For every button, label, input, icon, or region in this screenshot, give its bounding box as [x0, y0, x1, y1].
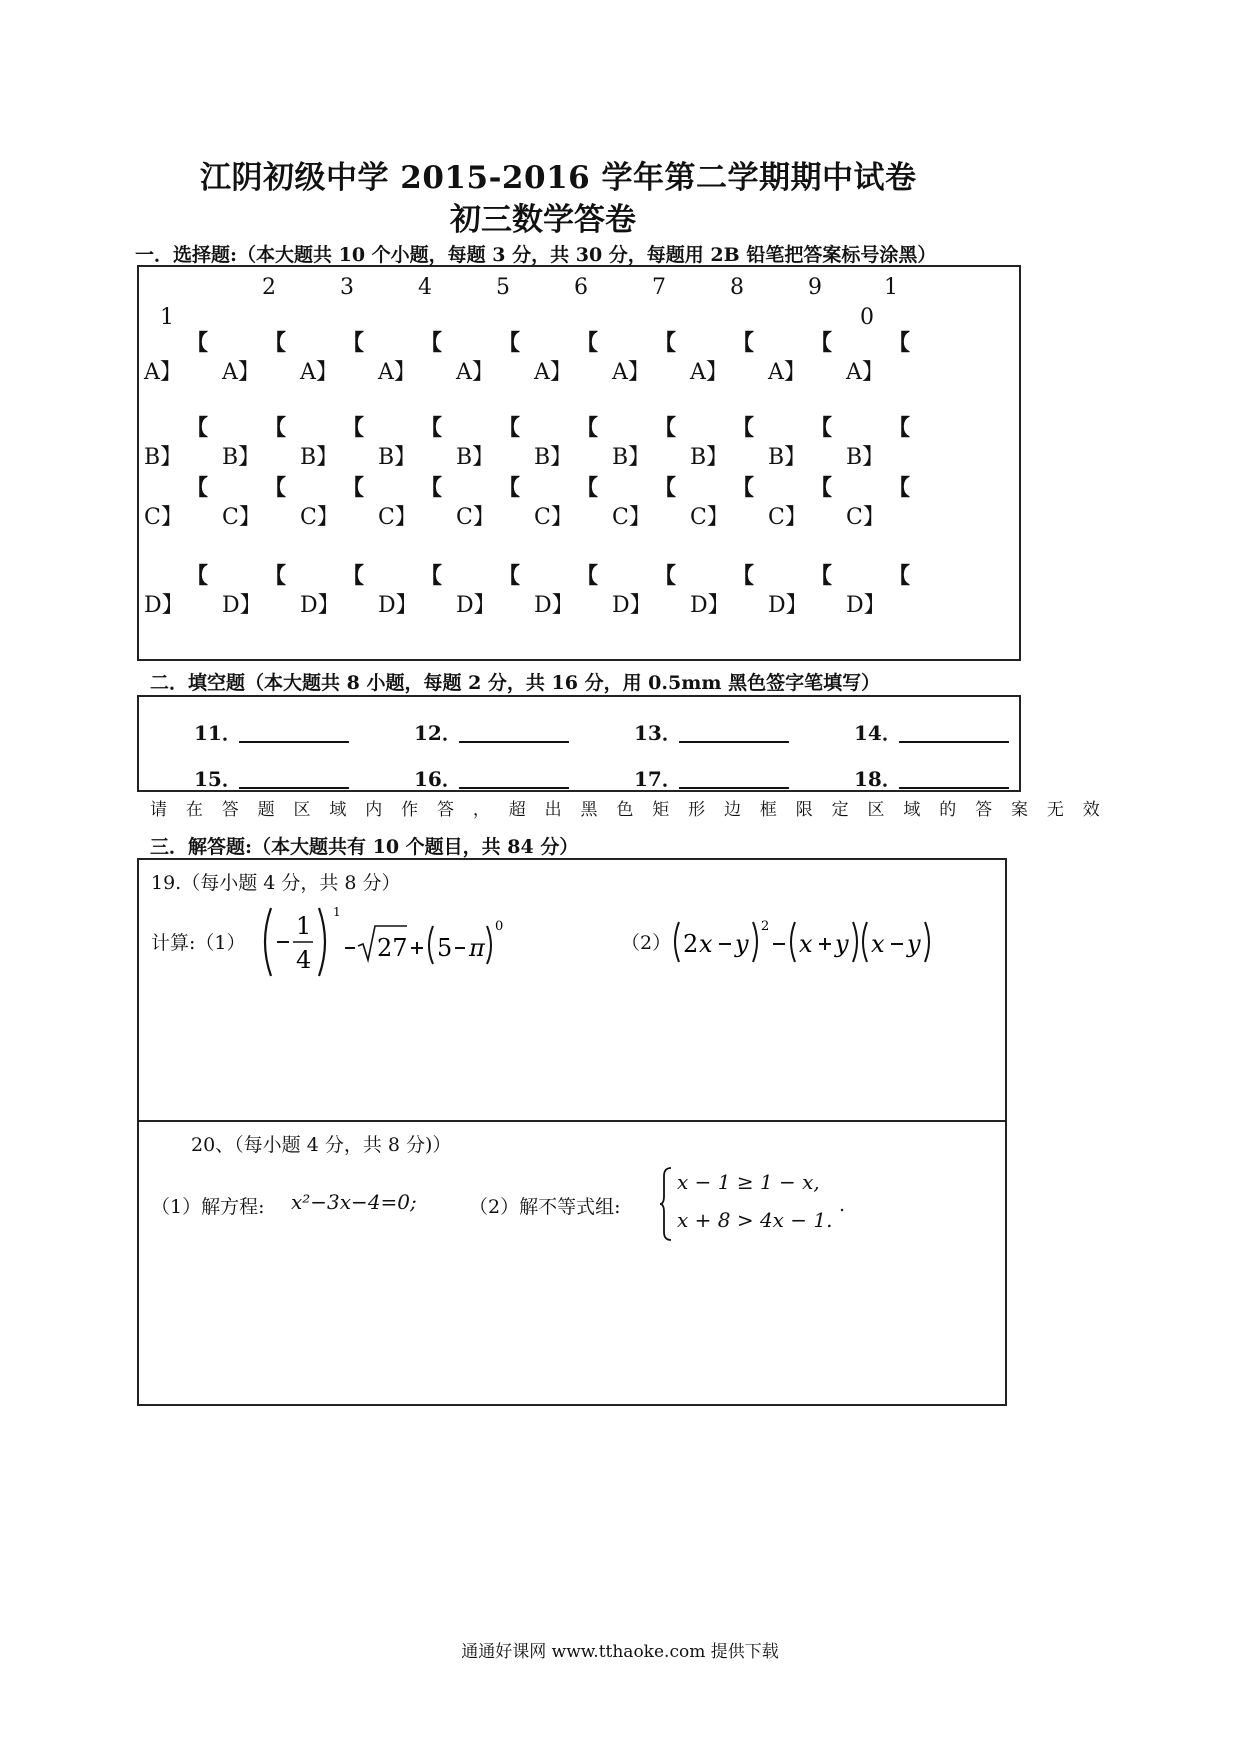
option-a-q5[interactable]: A】	[456, 360, 494, 385]
option-c-q9[interactable]: C】	[768, 505, 807, 530]
option-d-q8[interactable]: D】	[690, 593, 730, 618]
question-number-top: 6	[574, 275, 588, 300]
option-bracket: 【	[654, 563, 677, 589]
svg-text:x: x	[699, 930, 713, 958]
option-bracket: 【	[654, 415, 677, 441]
option-b-q8[interactable]: B】	[690, 445, 729, 470]
q19-exp-small: 1	[333, 905, 341, 919]
option-bracket: 【	[810, 475, 833, 501]
option-b-q4[interactable]: B】	[378, 445, 417, 470]
option-a-q6[interactable]: A】	[534, 360, 572, 385]
question-number-bottom: 1	[160, 305, 174, 330]
exam-subtitle: 初三数学答卷	[450, 202, 636, 238]
exam-title: 江阴初级中学 2015-2016 学年第二学期期中试卷	[200, 160, 917, 196]
option-bracket: 【	[342, 415, 365, 441]
q20-part1-label: （1）解方程:	[151, 1196, 265, 1218]
q19-frac-num: 1	[296, 912, 312, 940]
option-bracket: 【	[576, 475, 599, 501]
q20-part2-label: （2）解不等式组:	[469, 1196, 621, 1218]
option-b-q3[interactable]: B】	[300, 445, 339, 470]
option-c-q1[interactable]: C】	[144, 505, 183, 530]
option-bracket: 【	[420, 330, 443, 356]
q19-expression-1	[257, 902, 617, 982]
option-bracket: 【	[888, 475, 911, 501]
option-bracket: 【	[732, 330, 755, 356]
svg-text:y: y	[835, 930, 849, 958]
q20-tail: .	[839, 1194, 846, 1216]
option-bracket: 【	[498, 415, 521, 441]
solution-answer-box	[137, 858, 1007, 1406]
blank-line-14[interactable]	[899, 741, 1009, 743]
option-bracket: 【	[576, 415, 599, 441]
option-bracket: 【	[420, 415, 443, 441]
section3-heading: 三．解答题:（本大题共有 10 个题目，共 84 分）	[150, 836, 579, 858]
option-c-q2[interactable]: C】	[222, 505, 261, 530]
svg-text:2: 2	[683, 930, 699, 958]
option-d-q9[interactable]: D】	[768, 593, 808, 618]
blank-label-16: 16．	[414, 767, 462, 791]
blank-line-12[interactable]	[459, 741, 569, 743]
option-bracket: 【	[810, 330, 833, 356]
question-number-top: 7	[652, 275, 666, 300]
option-bracket: 【	[888, 330, 911, 356]
blank-line-18[interactable]	[899, 787, 1009, 789]
option-bracket: 【	[186, 475, 209, 501]
blank-label-15: 15．	[194, 767, 242, 791]
fill-answer-box	[137, 695, 1021, 792]
option-b-q9[interactable]: B】	[768, 445, 807, 470]
blank-label-11: 11．	[194, 721, 242, 745]
question-number-bottom: 0	[860, 305, 874, 330]
option-d-q3[interactable]: D】	[300, 593, 340, 618]
q20-equation: x²−3x−4=0;	[291, 1190, 417, 1214]
option-a-q7[interactable]: A】	[612, 360, 650, 385]
blank-line-13[interactable]	[679, 741, 789, 743]
q19-expression-2	[669, 912, 999, 972]
option-d-q2[interactable]: D】	[222, 593, 262, 618]
option-d-q1[interactable]: D】	[144, 593, 184, 618]
q20-title: 20、（每小题 4 分，共 8 分)）	[191, 1134, 452, 1156]
question-number-top: 3	[340, 275, 354, 300]
option-b-q6[interactable]: B】	[534, 445, 573, 470]
option-b-q1[interactable]: B】	[144, 445, 183, 470]
q19-square-exp: 2	[761, 919, 770, 934]
option-bracket: 【	[576, 330, 599, 356]
option-bracket: 【	[888, 415, 911, 441]
blank-label-17: 17．	[634, 767, 682, 791]
option-a-q2[interactable]: A】	[222, 360, 260, 385]
option-bracket: 【	[420, 563, 443, 589]
option-bracket: 【	[498, 330, 521, 356]
q20-inequality-2: x + 8 > 4x − 1.	[677, 1208, 833, 1232]
q20-inequality-1: x − 1 ≥ 1 − x,	[677, 1170, 820, 1194]
question-number-top: 5	[496, 275, 510, 300]
svg-text:x: x	[799, 930, 813, 958]
option-d-q4[interactable]: D】	[378, 593, 418, 618]
option-bracket: 【	[342, 475, 365, 501]
option-b-q5[interactable]: B】	[456, 445, 495, 470]
option-bracket: 【	[810, 415, 833, 441]
question-number-top: 8	[730, 275, 744, 300]
option-a-q9[interactable]: A】	[768, 360, 806, 385]
option-a-q8[interactable]: A】	[690, 360, 728, 385]
option-bracket: 【	[654, 475, 677, 501]
q19-prefix: 计算:（1）	[151, 932, 246, 954]
option-d-q7[interactable]: D】	[612, 593, 652, 618]
q19-zero-exp: 0	[495, 919, 504, 934]
option-c-q8[interactable]: C】	[690, 505, 729, 530]
blank-label-18: 18．	[854, 767, 902, 791]
answer-area-warning: 请 在 答 题 区 域 内 作 答 ， 超 出 黑 色 矩 形 边 框 限 定 区 域 的 答 案 无 效	[150, 800, 1100, 820]
blank-label-13: 13．	[634, 721, 682, 745]
q19-part2-label: （2）	[621, 932, 672, 954]
question-number-top: 9	[808, 275, 822, 300]
option-c-q10[interactable]: C】	[846, 505, 885, 530]
option-bracket: 【	[576, 563, 599, 589]
option-bracket: 【	[732, 415, 755, 441]
svg-text:π: π	[469, 934, 485, 962]
section1-heading: 一．选择题:（本大题共 10 个小题，每题 3 分，共 30 分，每题用 2B 铅笔把答案标号涂黑）	[135, 244, 937, 266]
q19-frac-den: 4	[296, 946, 312, 974]
svg-text:x: x	[871, 930, 885, 958]
option-a-q4[interactable]: A】	[378, 360, 416, 385]
option-c-q3[interactable]: C】	[300, 505, 339, 530]
option-bracket: 【	[264, 415, 287, 441]
option-d-q5[interactable]: D】	[456, 593, 496, 618]
q19-sqrt-value: 27	[377, 934, 408, 962]
option-bracket: 【	[732, 563, 755, 589]
q19-formula-1-svg	[257, 902, 617, 982]
svg-text:y: y	[907, 930, 921, 958]
blank-line-17[interactable]	[679, 787, 789, 789]
option-bracket: 【	[264, 330, 287, 356]
question-number-top: 1	[884, 275, 898, 300]
option-bracket: 【	[810, 563, 833, 589]
option-b-q10[interactable]: B】	[846, 445, 885, 470]
option-bracket: 【	[888, 563, 911, 589]
option-b-q2[interactable]: B】	[222, 445, 261, 470]
option-bracket: 【	[654, 330, 677, 356]
option-bracket: 【	[342, 330, 365, 356]
svg-text:5: 5	[437, 934, 453, 962]
option-bracket: 【	[186, 330, 209, 356]
option-a-q1[interactable]: A】	[144, 360, 182, 385]
q20-inequality-system	[659, 1166, 849, 1242]
choice-answer-box	[137, 265, 1021, 661]
option-d-q10[interactable]: D】	[846, 593, 886, 618]
blank-label-14: 14．	[854, 721, 902, 745]
option-bracket: 【	[498, 563, 521, 589]
option-bracket: 【	[186, 415, 209, 441]
blank-line-11[interactable]	[239, 741, 349, 743]
question-number-top: 4	[418, 275, 432, 300]
page-footer: 通通好课网 www.tthaoke.com 提供下载	[461, 1642, 779, 1662]
question-number-top: 2	[262, 275, 276, 300]
option-bracket: 【	[264, 563, 287, 589]
section2-heading: 二．填空题（本大题共 8 小题，每题 2 分，共 16 分，用 0.5mm 黑色签字笔填写）	[150, 672, 881, 694]
option-c-q5[interactable]: C】	[456, 505, 495, 530]
svg-text:y: y	[735, 930, 749, 958]
blank-label-12: 12．	[414, 721, 462, 745]
option-a-q3[interactable]: A】	[300, 360, 338, 385]
q19-title: 19.（每小题 4 分，共 8 分）	[151, 872, 401, 894]
option-c-q6[interactable]: C】	[534, 505, 573, 530]
blank-line-15[interactable]	[239, 787, 349, 789]
option-bracket: 【	[420, 475, 443, 501]
option-bracket: 【	[498, 475, 521, 501]
option-bracket: 【	[732, 475, 755, 501]
option-c-q4[interactable]: C】	[378, 505, 417, 530]
option-a-q10[interactable]: A】	[846, 360, 884, 385]
option-bracket: 【	[264, 475, 287, 501]
option-d-q6[interactable]: D】	[534, 593, 574, 618]
option-bracket: 【	[342, 563, 365, 589]
blank-line-16[interactable]	[459, 787, 569, 789]
option-c-q7[interactable]: C】	[612, 505, 651, 530]
option-bracket: 【	[186, 563, 209, 589]
system-brace-icon	[659, 1166, 673, 1242]
question-divider	[139, 1120, 1005, 1122]
option-b-q7[interactable]: B】	[612, 445, 651, 470]
q19-formula-2-svg	[669, 912, 999, 972]
